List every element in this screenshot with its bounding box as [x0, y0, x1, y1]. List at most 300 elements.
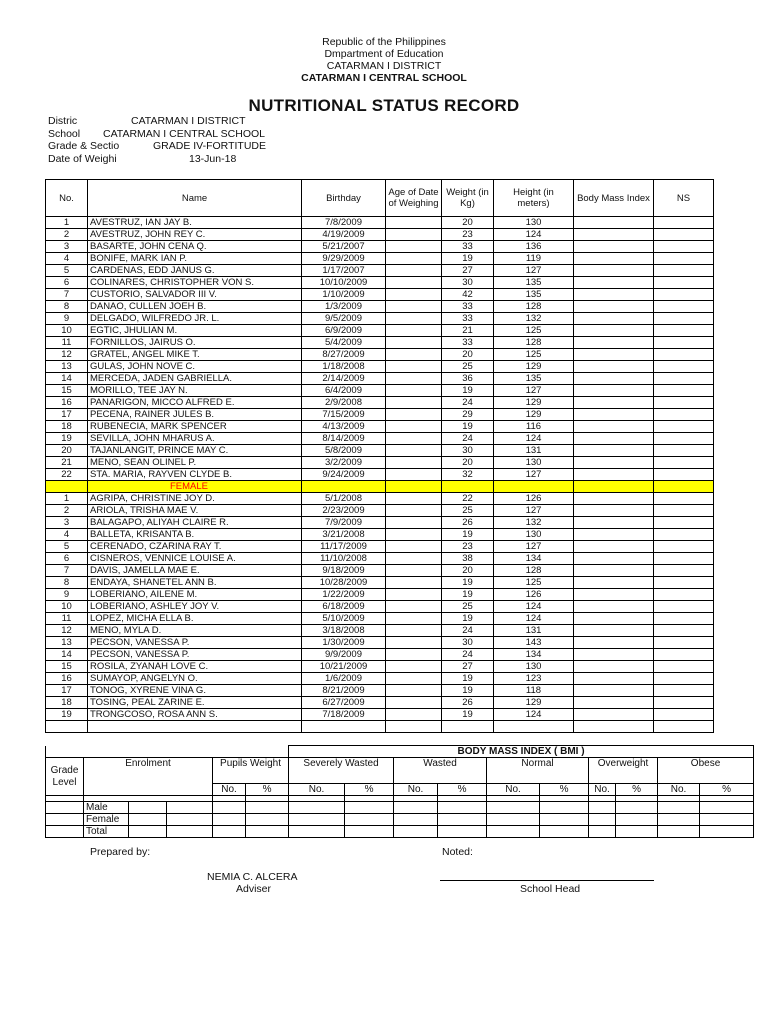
birthday-cell: 2/14/2009: [302, 373, 386, 385]
bmi-cell: [574, 625, 654, 637]
ns-cell: [654, 649, 714, 661]
col-ns: NS: [654, 180, 714, 217]
ns-cell: [654, 553, 714, 565]
bmi-cell: [574, 541, 654, 553]
name-cell: MENO, MYLA D.: [88, 625, 302, 637]
height-cell: 125: [494, 349, 574, 361]
ns-cell: [654, 613, 714, 625]
summary-cell: [540, 826, 589, 838]
height-cell: 128: [494, 337, 574, 349]
birthday-cell: 9/9/2009: [302, 649, 386, 661]
table-row: [46, 529, 714, 541]
summary-cell: [289, 802, 345, 814]
birthday-cell: 4/19/2009: [302, 229, 386, 241]
no-cell: 12: [46, 625, 88, 637]
table-row: [46, 373, 714, 385]
ns-cell: [654, 541, 714, 553]
summary-cell: [616, 826, 658, 838]
female-section-row: [46, 481, 714, 493]
age-cell: [386, 493, 442, 505]
bmi-cell: [574, 697, 654, 709]
no-cell: 5: [46, 265, 88, 277]
height-cell: 127: [494, 469, 574, 481]
weight-cell: 33: [442, 337, 494, 349]
weight-cell: 19: [442, 613, 494, 625]
table-header-row: [46, 180, 714, 217]
no-cell: 7: [46, 289, 88, 301]
ns-cell: [654, 661, 714, 673]
enrolment-header: Enrolment: [84, 758, 213, 796]
name-cell: CERENADO, CZARINA RAY T.: [88, 541, 302, 553]
birthday-cell: 6/27/2009: [302, 697, 386, 709]
bmi-cell: [574, 325, 654, 337]
birthday-cell: 7/8/2009: [302, 217, 386, 229]
summary-cell: [167, 826, 213, 838]
pct-header: %: [345, 784, 394, 796]
ns-cell: [654, 469, 714, 481]
table-row: [46, 337, 714, 349]
ns-cell: [654, 421, 714, 433]
ns-cell: [654, 337, 714, 349]
age-cell: [386, 397, 442, 409]
weight-cell: 30: [442, 445, 494, 457]
name-cell: ARIOLA, TRISHA MAE V.: [88, 505, 302, 517]
name-cell: MORILLO, TEE JAY N.: [88, 385, 302, 397]
summary-cell: [246, 802, 289, 814]
birthday-cell: 11/10/2008: [302, 553, 386, 565]
weight-cell: 19: [442, 385, 494, 397]
birthday-cell: 6/4/2009: [302, 385, 386, 397]
name-cell: MENO, SEAN OLINEL P.: [88, 457, 302, 469]
weight-cell: 33: [442, 241, 494, 253]
summary-cell: [438, 802, 487, 814]
name-cell: EGTIC, JHULIAN M.: [88, 325, 302, 337]
name-cell: MERCEDA, JADEN GABRIELLA.: [88, 373, 302, 385]
height-cell: 129: [494, 697, 574, 709]
summary-cell: [394, 814, 438, 826]
school-head-title: School Head: [520, 883, 581, 895]
no-cell: 1: [46, 493, 88, 505]
summary-cell: [167, 814, 213, 826]
summary-row: [46, 826, 754, 838]
no-cell: 17: [46, 685, 88, 697]
height-cell: 124: [494, 433, 574, 445]
height-cell: 124: [494, 229, 574, 241]
table-row: [46, 697, 714, 709]
page-title: NUTRITIONAL STATUS RECORD: [248, 96, 520, 115]
bmi-cell: [574, 433, 654, 445]
no-cell: 3: [46, 517, 88, 529]
name-cell: SEVILLA, JOHN MHARUS A.: [88, 433, 302, 445]
ns-cell: [654, 349, 714, 361]
no-cell: 7: [46, 565, 88, 577]
table-row: [46, 469, 714, 481]
weight-cell: 19: [442, 253, 494, 265]
weight-cell: 24: [442, 397, 494, 409]
bmi-cell: [574, 601, 654, 613]
birthday-cell: 1/10/2009: [302, 289, 386, 301]
no-cell: 15: [46, 661, 88, 673]
weight-cell: 25: [442, 601, 494, 613]
age-cell: [386, 625, 442, 637]
age-cell: [386, 697, 442, 709]
name-cell: SUMAYOP, ANGELYN O.: [88, 673, 302, 685]
ns-cell: [654, 241, 714, 253]
no-cell: 4: [46, 253, 88, 265]
bmi-cell: [574, 373, 654, 385]
weight-cell: 21: [442, 325, 494, 337]
name-cell: TRONGCOSO, ROSA ANN S.: [88, 709, 302, 721]
bmi-cell: [574, 709, 654, 721]
height-cell: 130: [494, 217, 574, 229]
table-row: [46, 541, 714, 553]
age-cell: [386, 565, 442, 577]
age-cell: [386, 505, 442, 517]
height-cell: 134: [494, 649, 574, 661]
summary-cell: [345, 802, 394, 814]
district-label: Distric: [48, 115, 78, 127]
name-cell: BASARTE, JOHN CENA Q.: [88, 241, 302, 253]
age-cell: [386, 613, 442, 625]
table-row: [46, 637, 714, 649]
date-label: Date of Weighi: [48, 153, 117, 165]
height-cell: 127: [494, 385, 574, 397]
weight-cell: 24: [442, 433, 494, 445]
name-cell: PECSON, VANESSA P.: [88, 637, 302, 649]
no-cell: 6: [46, 277, 88, 289]
adviser-title: Adviser: [236, 883, 272, 895]
age-cell: [386, 349, 442, 361]
bmi-cell: [574, 397, 654, 409]
blank-row: [46, 721, 714, 733]
no-cell: 4: [46, 529, 88, 541]
name-cell: AVESTRUZ, JOHN REY C.: [88, 229, 302, 241]
summary-cell: [616, 814, 658, 826]
table-row: [46, 577, 714, 589]
table-row: [46, 361, 714, 373]
table-row: [46, 457, 714, 469]
bmi-summary-table: [45, 745, 754, 838]
header-republic: Republic of the Philippines: [322, 36, 446, 48]
birthday-cell: 11/17/2009: [302, 541, 386, 553]
severely-wasted-header: Severely Wasted: [289, 758, 394, 784]
height-cell: 127: [494, 265, 574, 277]
birthday-cell: 1/17/2007: [302, 265, 386, 277]
summary-cell: [394, 802, 438, 814]
ns-cell: [654, 373, 714, 385]
school-value: CATARMAN I CENTRAL SCHOOL: [103, 128, 265, 140]
summary-cell: [246, 814, 289, 826]
table-row: [46, 409, 714, 421]
no-header: No.: [589, 784, 616, 796]
age-cell: [386, 445, 442, 457]
birthday-cell: 9/24/2009: [302, 469, 386, 481]
summary-cell: [700, 802, 754, 814]
weight-cell: 26: [442, 517, 494, 529]
col-age: Age of Date of Weighing: [386, 180, 442, 217]
ns-cell: [654, 505, 714, 517]
ns-cell: [654, 325, 714, 337]
table-row: [46, 685, 714, 697]
weight-cell: 19: [442, 589, 494, 601]
weight-cell: 19: [442, 529, 494, 541]
bmi-cell: [574, 613, 654, 625]
ns-cell: [654, 229, 714, 241]
name-cell: BONIFE, MARK IAN P.: [88, 253, 302, 265]
birthday-cell: 3/18/2008: [302, 625, 386, 637]
table-row: [46, 313, 714, 325]
ns-cell: [654, 577, 714, 589]
bmi-cell: [574, 421, 654, 433]
summary-cell: [589, 814, 616, 826]
summary-cell: [589, 826, 616, 838]
height-cell: 135: [494, 277, 574, 289]
summary-row-label: Male: [84, 802, 129, 814]
bmi-cell: [574, 229, 654, 241]
age-cell: [386, 253, 442, 265]
no-cell: 11: [46, 613, 88, 625]
age-cell: [386, 325, 442, 337]
ns-cell: [654, 385, 714, 397]
summary-cell: [487, 826, 540, 838]
ns-cell: [654, 361, 714, 373]
birthday-cell: 9/29/2009: [302, 253, 386, 265]
height-cell: 128: [494, 301, 574, 313]
no-cell: 8: [46, 301, 88, 313]
age-cell: [386, 517, 442, 529]
grade-value: GRADE IV-FORTITUDE: [153, 140, 266, 152]
no-cell: 16: [46, 397, 88, 409]
summary-cell: [658, 826, 700, 838]
col-no: No.: [46, 180, 88, 217]
ns-cell: [654, 433, 714, 445]
summary-cell: [46, 826, 84, 838]
summary-cell: [616, 802, 658, 814]
weight-cell: 27: [442, 661, 494, 673]
ns-cell: [654, 697, 714, 709]
district-value: CATARMAN I DISTRICT: [131, 115, 246, 127]
name-cell: TAJANLANGIT, PRINCE MAY C.: [88, 445, 302, 457]
name-cell: DELGADO, WILFREDO JR. L.: [88, 313, 302, 325]
weight-cell: 24: [442, 649, 494, 661]
noted-label: Noted:: [442, 846, 473, 858]
ns-cell: [654, 457, 714, 469]
height-cell: 130: [494, 661, 574, 673]
table-row: [46, 601, 714, 613]
age-cell: [386, 649, 442, 661]
no-header: No.: [289, 784, 345, 796]
weight-cell: 23: [442, 229, 494, 241]
wasted-header: Wasted: [394, 758, 487, 784]
bmi-cell: [574, 589, 654, 601]
weight-cell: 25: [442, 361, 494, 373]
ns-cell: [654, 709, 714, 721]
name-cell: BALLETA, KRISANTA B.: [88, 529, 302, 541]
height-cell: 128: [494, 565, 574, 577]
bmi-cell: [574, 217, 654, 229]
weight-cell: 20: [442, 349, 494, 361]
table-row: [46, 217, 714, 229]
no-header: No.: [658, 784, 700, 796]
height-cell: 124: [494, 613, 574, 625]
ns-cell: [654, 517, 714, 529]
col-birthday: Birthday: [302, 180, 386, 217]
bmi-cell: [574, 553, 654, 565]
no-cell: 17: [46, 409, 88, 421]
birthday-cell: 8/14/2009: [302, 433, 386, 445]
summary-cell: [129, 802, 167, 814]
birthday-cell: 6/9/2009: [302, 325, 386, 337]
name-cell: AVESTRUZ, IAN JAY B.: [88, 217, 302, 229]
weight-cell: 20: [442, 457, 494, 469]
table-row: [46, 661, 714, 673]
summary-cell: [589, 802, 616, 814]
bmi-cell: [574, 517, 654, 529]
bmi-cell: [574, 445, 654, 457]
overweight-header: Overweight: [589, 758, 658, 784]
summary-cell: [167, 802, 213, 814]
table-row: [46, 325, 714, 337]
bmi-cell: [574, 241, 654, 253]
name-cell: PECENA, RAINER JULES B.: [88, 409, 302, 421]
summary-cell: [345, 826, 394, 838]
summary-cell: [658, 802, 700, 814]
summary-cell: [46, 814, 84, 826]
weight-cell: 27: [442, 265, 494, 277]
bmi-cell: [574, 289, 654, 301]
weight-cell: 19: [442, 709, 494, 721]
birthday-cell: 10/10/2009: [302, 277, 386, 289]
col-weight: Weight (in Kg): [442, 180, 494, 217]
birthday-cell: 4/13/2009: [302, 421, 386, 433]
bmi-cell: [574, 565, 654, 577]
no-cell: 13: [46, 361, 88, 373]
age-cell: [386, 361, 442, 373]
table-row: [46, 349, 714, 361]
summary-cell: [487, 814, 540, 826]
weight-cell: 29: [442, 409, 494, 421]
name-cell: COLINARES, CHRISTOPHER VON S.: [88, 277, 302, 289]
summary-cell: [394, 826, 438, 838]
no-cell: 3: [46, 241, 88, 253]
age-cell: [386, 601, 442, 613]
weight-cell: 19: [442, 673, 494, 685]
birthday-cell: 1/18/2008: [302, 361, 386, 373]
height-cell: 127: [494, 505, 574, 517]
height-cell: 131: [494, 445, 574, 457]
height-cell: 116: [494, 421, 574, 433]
no-cell: 5: [46, 541, 88, 553]
weight-cell: 30: [442, 277, 494, 289]
name-cell: TOSING, PEAL ZARINE E.: [88, 697, 302, 709]
ns-cell: [654, 529, 714, 541]
table-row: [46, 277, 714, 289]
height-cell: 130: [494, 457, 574, 469]
ns-cell: [654, 277, 714, 289]
summary-row-label: Female: [84, 814, 129, 826]
age-cell: [386, 241, 442, 253]
no-cell: 6: [46, 553, 88, 565]
bmi-cell: [574, 649, 654, 661]
table-row: [46, 385, 714, 397]
pct-header: %: [700, 784, 754, 796]
bmi-cell: [574, 685, 654, 697]
no-cell: 11: [46, 337, 88, 349]
ns-cell: [654, 625, 714, 637]
no-cell: 10: [46, 601, 88, 613]
name-cell: CARDENAS, EDD JANUS G.: [88, 265, 302, 277]
birthday-cell: 1/6/2009: [302, 673, 386, 685]
grade-level-header: Grade Level: [46, 758, 84, 796]
ns-cell: [654, 301, 714, 313]
ns-cell: [654, 217, 714, 229]
height-cell: 130: [494, 529, 574, 541]
table-row: [46, 493, 714, 505]
age-cell: [386, 577, 442, 589]
table-row: [46, 649, 714, 661]
table-row: [46, 613, 714, 625]
table-row: [46, 673, 714, 685]
table-row: [46, 517, 714, 529]
table-row: [46, 553, 714, 565]
height-cell: 125: [494, 325, 574, 337]
ns-cell: [654, 313, 714, 325]
no-cell: 19: [46, 709, 88, 721]
signature-line: [440, 880, 654, 881]
ns-cell: [654, 673, 714, 685]
birthday-cell: 7/18/2009: [302, 709, 386, 721]
weight-cell: 26: [442, 697, 494, 709]
bmi-cell: [574, 265, 654, 277]
pct-header: %: [540, 784, 589, 796]
table-row: [46, 397, 714, 409]
name-cell: AGRIPA, CHRISTINE JOY D.: [88, 493, 302, 505]
summary-cell: [246, 826, 289, 838]
table-row: [46, 445, 714, 457]
weight-cell: 19: [442, 577, 494, 589]
bmi-cell: [574, 313, 654, 325]
birthday-cell: 8/21/2009: [302, 685, 386, 697]
no-cell: 12: [46, 349, 88, 361]
age-cell: [386, 289, 442, 301]
height-cell: 124: [494, 601, 574, 613]
table-row: [46, 301, 714, 313]
age-cell: [386, 529, 442, 541]
no-cell: 14: [46, 373, 88, 385]
birthday-cell: 5/21/2007: [302, 241, 386, 253]
summary-cell: [213, 814, 246, 826]
bmi-cell: [574, 349, 654, 361]
summary-cell: [438, 814, 487, 826]
no-cell: 21: [46, 457, 88, 469]
table-row: [46, 421, 714, 433]
header-department: Dmpartment of Education: [324, 48, 444, 60]
bmi-cell: [574, 301, 654, 313]
ns-cell: [654, 445, 714, 457]
birthday-cell: 2/9/2008: [302, 397, 386, 409]
bmi-cell: [574, 385, 654, 397]
no-cell: 2: [46, 505, 88, 517]
table-row: [46, 505, 714, 517]
age-cell: [386, 541, 442, 553]
summary-row-label: Total: [84, 826, 129, 838]
ns-cell: [654, 289, 714, 301]
age-cell: [386, 637, 442, 649]
date-value: 13-Jun-18: [189, 153, 237, 165]
pct-header: %: [616, 784, 658, 796]
summary-cell: [289, 814, 345, 826]
weight-cell: 30: [442, 637, 494, 649]
